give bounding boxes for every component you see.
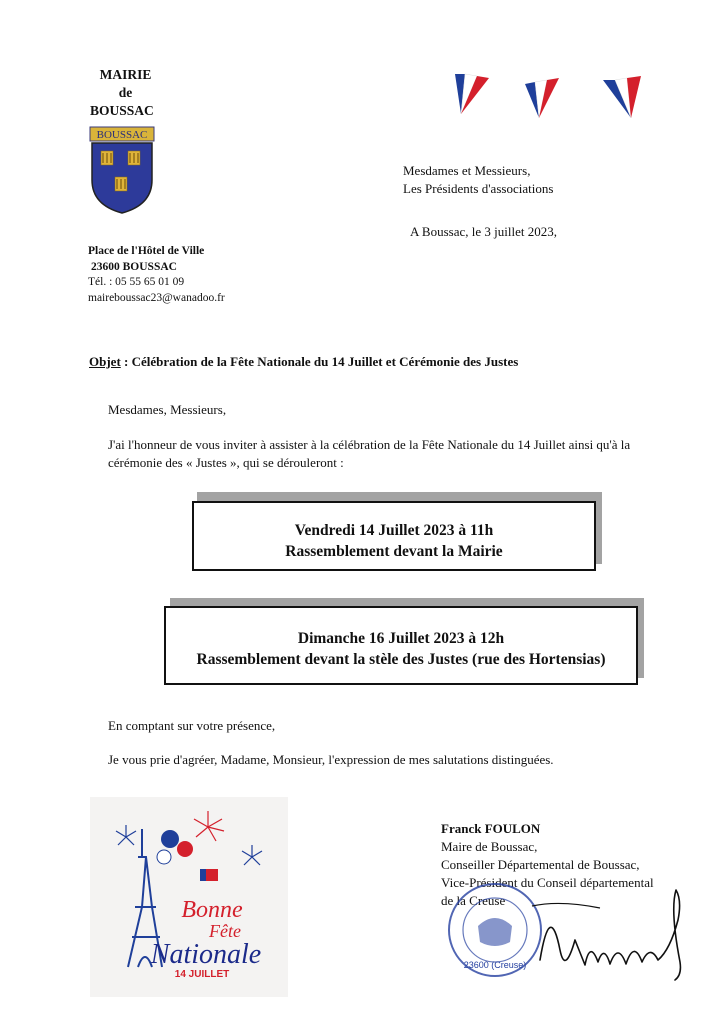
closing-line-2: Je vous prie d'agréer, Madame, Monsieur, l'expression de mes salutations distinguées.: [108, 752, 554, 767]
boussac-crest-icon: [88, 125, 156, 215]
signatory-title-3: Vice-Président du Conseil départemental: [441, 875, 654, 890]
address-line-2: 23600 BOUSSAC: [91, 260, 177, 273]
salutation: Mesdames, Messieurs,: [108, 402, 227, 417]
org-line-1: MAIRIE: [99, 67, 152, 82]
card-date: 14 JUILLET: [174, 969, 230, 980]
card-word-2: Fête: [209, 921, 241, 941]
phone: Tél. : 05 55 65 01 09: [88, 276, 185, 288]
bunting-flags-icon: [455, 66, 665, 126]
signatory-name: Franck FOULON: [441, 821, 541, 836]
event-place: Rassemblement devant la Mairie: [285, 543, 503, 560]
bastille-day-card: [90, 797, 288, 997]
subject-label: Objet: [89, 354, 121, 369]
event-box: [192, 501, 596, 571]
org-line-3: BOUSSAC: [90, 103, 154, 118]
signatory-title-1: Maire de Boussac,: [441, 839, 538, 854]
address-block: [88, 244, 225, 306]
event-date: Dimanche 16 Juillet 2023 à 12h: [297, 630, 505, 647]
event-box: [164, 606, 638, 685]
signatory-title-4: de la Creuse: [441, 893, 506, 908]
eiffel-tower-fireworks-icon: [90, 797, 288, 997]
letter-date: A Boussac, le 3 juillet 2023,: [410, 224, 557, 239]
event-place: Rassemblement devant la stèle des Justes (rue des Hortensias): [196, 651, 606, 668]
closing-line-1: En comptant sur votre présence,: [108, 718, 276, 733]
handwritten-signature-icon: [530, 880, 695, 985]
address-line-1: Place de l'Hôtel de Ville: [88, 245, 205, 257]
recipients-line-2: Les Présidents d'associations: [403, 181, 554, 196]
recipients: [403, 162, 553, 198]
card-word-3: Nationale: [150, 939, 262, 970]
event-date: Vendredi 14 Juillet 2023 à 11h: [294, 522, 494, 539]
signatory-title-2: Conseiller Départemental de Boussac,: [441, 857, 640, 872]
subject-text: : Célébration de la Fête Nationale du 14 Juillet et Cérémonie des Justes: [120, 354, 519, 369]
stamp-text: 23600 (Creuse): [463, 960, 527, 970]
invitation-paragraph: J'ai l'honneur de vous inviter à assister à la célébration de la Fête Nationale du 14 Juillet ainsi qu'à la cérémonie des « Justes », qui se dérouleront :: [108, 437, 631, 470]
mairie-header: [88, 66, 163, 120]
recipients-line-1: Mesdames et Messieurs,: [403, 163, 531, 178]
card-word-1: Bonne: [181, 897, 243, 923]
subject-line: [89, 354, 518, 370]
org-line-2: de: [118, 85, 133, 100]
crest-text: BOUSSAC: [96, 129, 148, 141]
email: maireboussac23@wanadoo.fr: [88, 291, 225, 304]
